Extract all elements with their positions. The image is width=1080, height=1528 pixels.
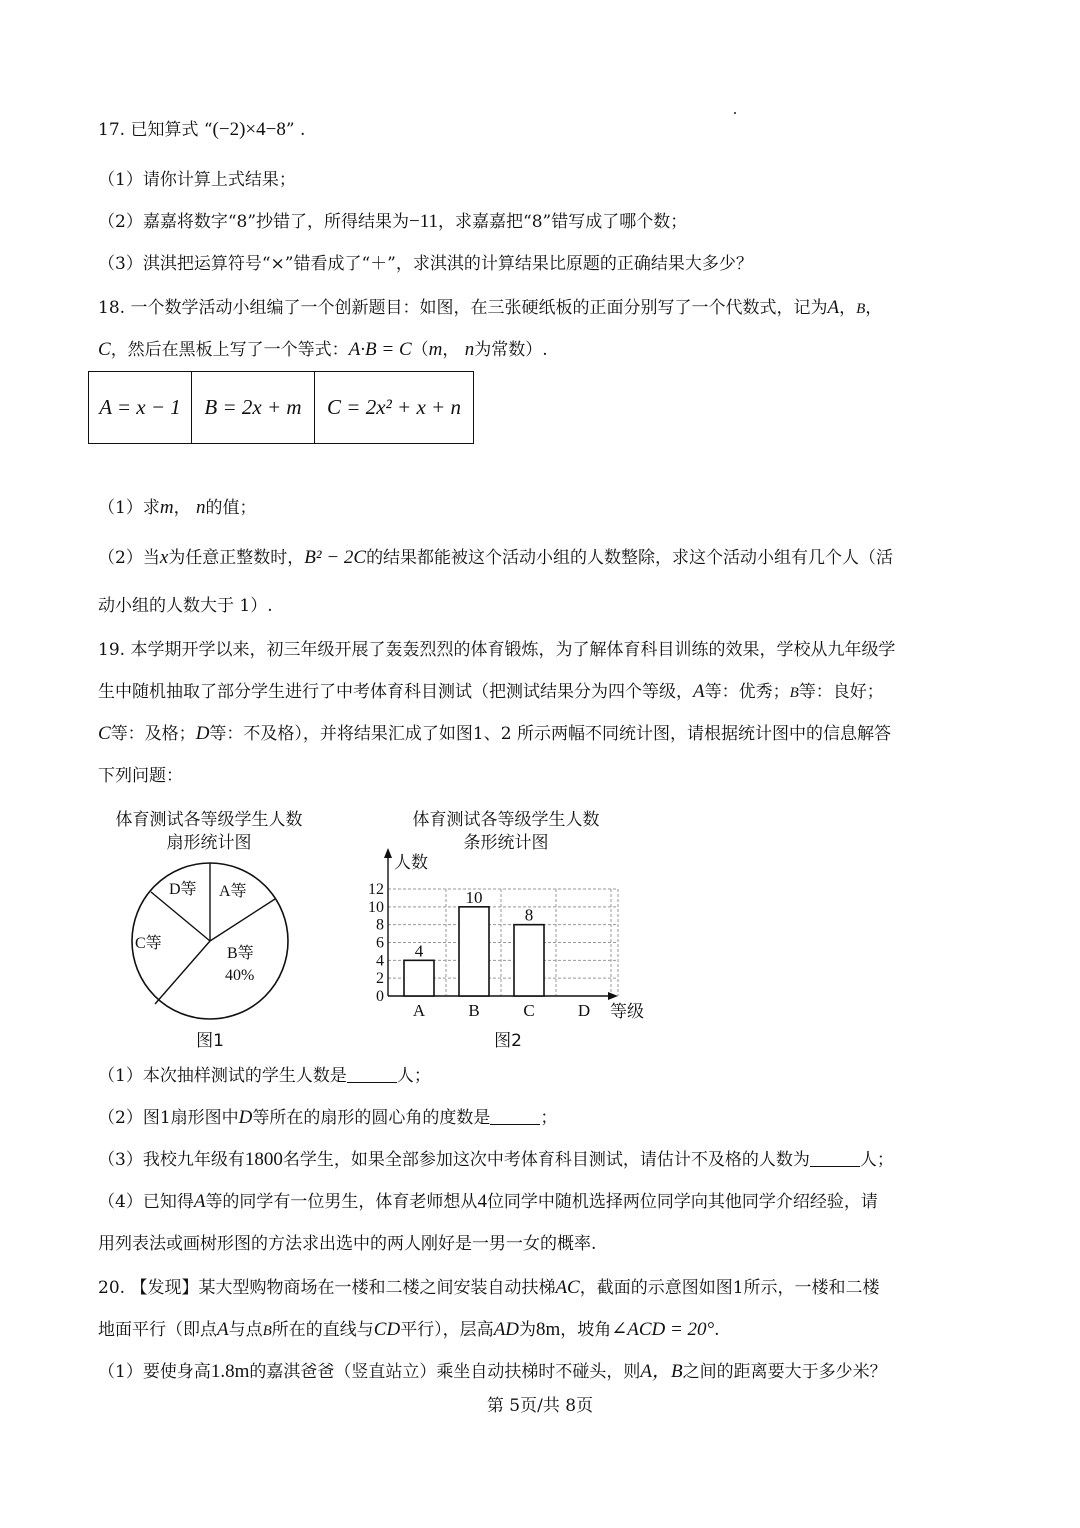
q17-part2: （2）嘉嘉将数字“8”抄错了，所得结果为−11，求嘉嘉把“8”错写成了哪个数； [98,211,688,232]
bar-xtick-label: C [523,1001,535,1020]
page-footer: 第 5页/共 8页 [486,1396,594,1416]
bar-x-arrow [608,992,618,1000]
bar-ytick-label: 0 [376,988,384,1005]
stray-dot [734,112,736,114]
pie-label-d: D等 [169,881,197,898]
q19-line2: 生中随机抽取了部分学生进行了中考体育科目测试（把测试结果分为四个等级，A等：优秀；B等：良好； [98,681,884,702]
q19-line1: 19. 本学期开学以来，初三年级开展了轰轰烈烈的体育锻炼，为了解体育科目训练的效果，学校从九年级学 [98,640,896,660]
pie-divider-da [151,892,210,941]
pie-chart [125,856,295,1026]
pie-divider-bc [210,899,275,941]
card-b: B = 2x + m [192,372,315,444]
q18-part1: （1）求m， n的值； [98,497,257,518]
bar-ytick-label: 12 [368,881,384,898]
bar-ytick-label: 8 [376,916,384,934]
q20-line1: 20. 【发现】某大型购物商场在一楼和二楼之间安装自动扶梯AC，截面的示意图如图1所示，一楼和二楼 [98,1277,880,1298]
bar-caption: 图2 [494,1031,522,1051]
pie-label-b: B等 [227,945,254,962]
bar-y-arrow [384,848,392,858]
bar-value-label: 10 [465,887,483,907]
q19-line4: 下列问题： [98,766,183,786]
q17-part3: （3）淇淇把运算符号“×”错看成了“＋”，求淇淇的计算结果比原题的正确结果大多少？ [98,254,753,274]
q19-part4-cont: 用列表法或画树形图的方法求出选中的两人刚好是一男一女的概率. [98,1234,597,1254]
bar-ytick-label: 10 [368,898,384,916]
q19-line3: C等：及格；D等：不及格），并将结果汇成了如图1、2 所示两幅不同统计图，请根据统计图中的信息解答 [98,723,891,744]
q19-part4: （4）已知得A等的同学有一位男生，体育老师想从4位同学中随机选择两位同学向其他同学介绍经验，请 [98,1191,878,1212]
q19-part2: （2）图1扇形图中D等所在的扇形的圆心角的度数是 ； [98,1107,558,1128]
q19-part3: （3）我校九年级有1800名学生，如果全部参加这次中考体育科目测试，请估计不及格的人数为 人； [98,1149,894,1170]
bar-xlabel: 等级 [610,1002,644,1021]
bar-xtick-label: B [468,1001,480,1020]
expression-cards [88,371,474,444]
q18-part2-cont: 动小组的人数大于 1）. [98,596,273,616]
bar-value-label: 8 [524,905,534,925]
bar-title: 体育测试各等级学生人数 [412,810,600,830]
bar-ytick-label: 6 [376,934,384,952]
pie-divider-cd [155,941,210,1004]
bar-ytick-label: 2 [376,970,384,988]
answer-blank[interactable] [347,1066,397,1083]
bar-xtick-label: A [412,1001,426,1020]
bar-C [514,925,544,996]
answer-blank[interactable] [490,1108,540,1125]
q20-part1: （1）要使身高1.8m的嘉淇爸爸（竖直站立）乘坐自动扶梯时不碰头，则A，B之间的距离要大于多少米？ [98,1361,887,1382]
pie-subtitle: 扇形统计图 [166,833,252,853]
card-a: A = x − 1 [89,372,192,444]
bar-ylabel: 人数 [394,853,428,872]
answer-blank[interactable] [810,1150,860,1167]
q17-title: 17. 已知算式 “(−2)×4−8” . [98,119,306,140]
pie-title: 体育测试各等级学生人数 [115,810,303,830]
q19-part1: （1）本次抽样测试的学生人数是 人； [98,1066,431,1086]
pie-caption: 图1 [196,1031,224,1051]
q18-line1: 18. 一个数学活动小组编了一个创新题目：如图，在三张硬纸板的正面分别写了一个代数式，记为A，B， [98,297,883,318]
bar-subtitle: 条形统计图 [463,833,549,853]
bar-chart [350,846,650,1026]
bar-xtick-label: D [577,1001,591,1020]
bar-value-label: 4 [414,941,424,961]
q18-part2: （2）当x为任意正整数时，B² − 2C的结果都能被这个活动小组的人数整除，求这个活动小组有几个人（活 [98,547,894,568]
q18-line2: C，然后在黑板上写了一个等式：A·B = C（m， n为常数）. [98,339,548,360]
q17-part1: （1）请你计算上式结果； [98,170,296,190]
card-c: C = 2x² + x + n [315,372,474,444]
pie-value-b: 40% [225,967,255,984]
bar-ytick-label: 4 [376,952,384,970]
bar-A [404,960,434,996]
pie-label-a: A等 [219,883,247,900]
bar-B [459,907,489,996]
q20-line2: 地面平行（即点A与点B所在的直线与CD平行），层高AD为8m，坡角∠ACD = 20°. [98,1319,720,1340]
pie-label-c: C等 [135,935,162,952]
